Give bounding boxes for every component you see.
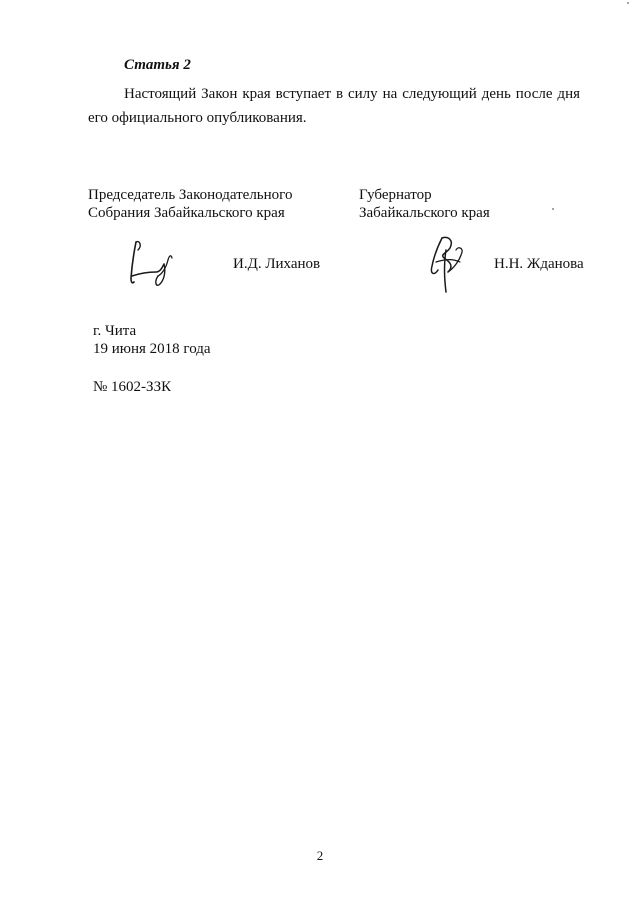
article-heading: Статья 2 — [124, 57, 191, 73]
left-signer-title-line-1: Председатель Законодательного — [88, 187, 293, 203]
right-signer-title — [359, 186, 490, 222]
right-signature-icon — [424, 232, 468, 296]
right-signer-title-line-1: Губернатор — [359, 187, 432, 203]
scan-speck — [552, 208, 554, 210]
place: г. Чита — [93, 323, 137, 339]
left-signer-title-line-2: Собрания Забайкальского края — [88, 205, 285, 221]
right-signer-title-line-2: Забайкальского края — [359, 205, 490, 221]
left-signer-name: И.Д. Лиханов — [233, 256, 321, 272]
scan-speck — [627, 2, 629, 4]
law-number: № 1602-ЗЗК — [93, 379, 172, 395]
left-signer-title — [88, 186, 292, 222]
date: 19 июня 2018 года — [93, 341, 211, 357]
article-text-line-2: его официального опубликования. — [88, 110, 307, 126]
right-signer-name: Н.Н. Жданова — [494, 256, 584, 272]
article-text-line-1: Настоящий Закон края вступает в силу на следующий день после дня — [124, 86, 580, 102]
page-number: 2 — [316, 848, 324, 863]
place-and-date — [93, 322, 211, 358]
left-signature-icon — [122, 238, 182, 290]
